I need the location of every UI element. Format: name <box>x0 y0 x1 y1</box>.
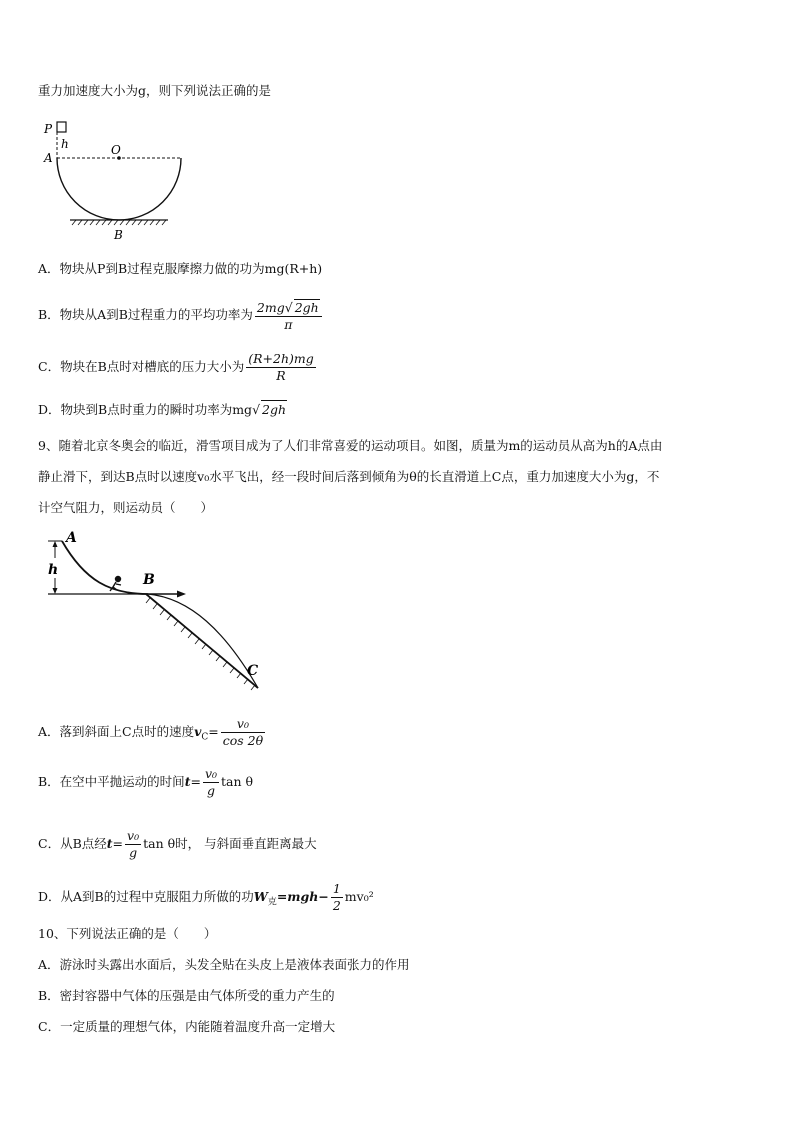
q9-option-a-prefix: A．落到斜面上C点时的速度 <box>38 724 195 739</box>
q9-stem-line-1: 9、随着北京冬奥会的临近，滑雪项目成为了人们非常喜爱的运动项目。如图，质量为m的运动员从高为h的A点由 <box>38 438 663 453</box>
q8-option-b <box>38 297 324 333</box>
q9-option-d-sub: 克 <box>267 897 277 908</box>
bowl-arc <box>57 158 181 220</box>
q9-option-c <box>38 826 317 862</box>
ramp-curve <box>62 541 148 594</box>
q9-option-d <box>38 879 374 921</box>
q9-option-a-sub: C <box>201 732 209 743</box>
slope-line <box>146 594 258 688</box>
label-h: h <box>61 137 69 151</box>
label-a: A <box>44 151 53 165</box>
q9-option-b-var: t <box>184 774 191 789</box>
q10-option-c: C．一定质量的理想气体，内能随着温度升高一定增大 <box>38 1019 336 1034</box>
q8-option-a: A．物块从P到B过程克服摩擦力做的功为mg(R+h) <box>38 261 323 276</box>
label-c: C <box>247 663 259 679</box>
q9-option-a-var: v <box>194 724 202 739</box>
q8-option-b-fraction: $\frac{2mg√ 2gh}{\pi}$ <box>255 299 322 333</box>
q9-option-c-num: v₀ <box>127 828 140 843</box>
q8-option-c-fraction <box>246 351 316 384</box>
q8-option-b-sqrt: 2gh <box>294 299 319 315</box>
q10-option-b: B．密封容器中气体的压强是由气体所受的重力产生的 <box>38 988 335 1003</box>
q8-intro: 重力加速度大小为g，则下列说法正确的是 <box>38 83 272 98</box>
q9-option-d-suffix: mv₀² <box>344 889 374 904</box>
q9-option-c-suffix: 与斜面垂直距离最大 <box>200 836 317 851</box>
slope-hatch <box>146 598 255 690</box>
q9-option-a-fraction <box>221 716 265 749</box>
q9-option-d-den: 2 <box>332 898 341 913</box>
q9-option-c-fraction <box>125 828 141 861</box>
q9-option-d-num: 1 <box>332 881 341 896</box>
q8-option-d-prefix: D．物块到B点时重力的瞬时功率为mg <box>38 402 253 417</box>
q10-option-a: A．游泳时头露出水面后，头发全贴在头皮上是液体表面张力的作用 <box>38 957 410 972</box>
label-o: O <box>111 143 121 157</box>
q10-stem: 10、下列说法正确的是（ ） <box>38 926 217 941</box>
q9-option-a-den: cos 2θ <box>222 733 264 748</box>
label-h: h <box>48 562 59 578</box>
q9-option-c-mid: tan θ时， <box>143 836 201 851</box>
q9-option-a-eq: = <box>208 724 219 739</box>
q8-option-c-prefix: C．物块在B点时对槽底的压力大小为 <box>38 359 245 374</box>
q8-option-b-prefix: B．物块从A到B过程重力的平均功率为 <box>38 307 253 322</box>
q9-option-c-prefix: C．从B点经 <box>38 836 107 851</box>
q9-option-c-var: t <box>106 836 113 851</box>
q9-option-a <box>38 714 267 756</box>
q8-option-d-sqrt: 2gh <box>262 402 287 417</box>
skier-icon <box>110 577 121 592</box>
q8-option-b-den: π <box>284 316 293 332</box>
q9-stem-line-3: 计空气阻力，则运动员（ ） <box>38 500 214 515</box>
q9-option-b-prefix: B．在空中平抛运动的时间 <box>38 774 185 789</box>
q9-option-b-eq: = <box>190 774 201 789</box>
q9-option-b-num: v₀ <box>204 766 218 781</box>
q9-option-b <box>38 764 253 800</box>
q9-option-c-den: g <box>129 845 138 860</box>
q9-option-d-fraction <box>331 881 343 914</box>
q9-option-d-prefix: D．从A到B的过程中克服阻力所做的功 <box>38 889 254 904</box>
label-p: P <box>44 122 53 136</box>
q8-option-c-den: R <box>276 368 286 383</box>
block-p <box>57 122 66 132</box>
label-b: B <box>114 228 123 242</box>
q9-ski-figure <box>40 526 270 691</box>
q8-option-d: D．物块到B点时重力的瞬时功率为mg√ 2gh <box>38 402 287 417</box>
q9-option-d-var: W <box>253 889 268 904</box>
q9-option-a-num: v₀ <box>221 716 265 733</box>
q8-option-c-num: (R+2h)mg <box>248 351 314 366</box>
label-a: A <box>66 530 77 546</box>
q8-option-c <box>38 349 318 385</box>
q9-option-c-eq: = <box>112 836 124 851</box>
q8-bowl-figure <box>38 118 188 246</box>
ground-hatch <box>72 220 166 225</box>
q9-option-b-fraction <box>203 766 219 799</box>
q9-option-d-eq: =mgh− <box>276 889 329 904</box>
q9-option-b-suffix: tan θ <box>221 774 254 789</box>
label-b: B <box>143 572 155 588</box>
q8-option-b-num: 2mg <box>256 299 285 315</box>
q9-option-b-den: g <box>206 783 215 798</box>
q9-stem-line-2: 静止滑下，到达B点时以速度v₀水平飞出，经一段时间后落到倾角为θ的长直滑道上C点，重力加速度大小为g，不 <box>38 469 660 484</box>
